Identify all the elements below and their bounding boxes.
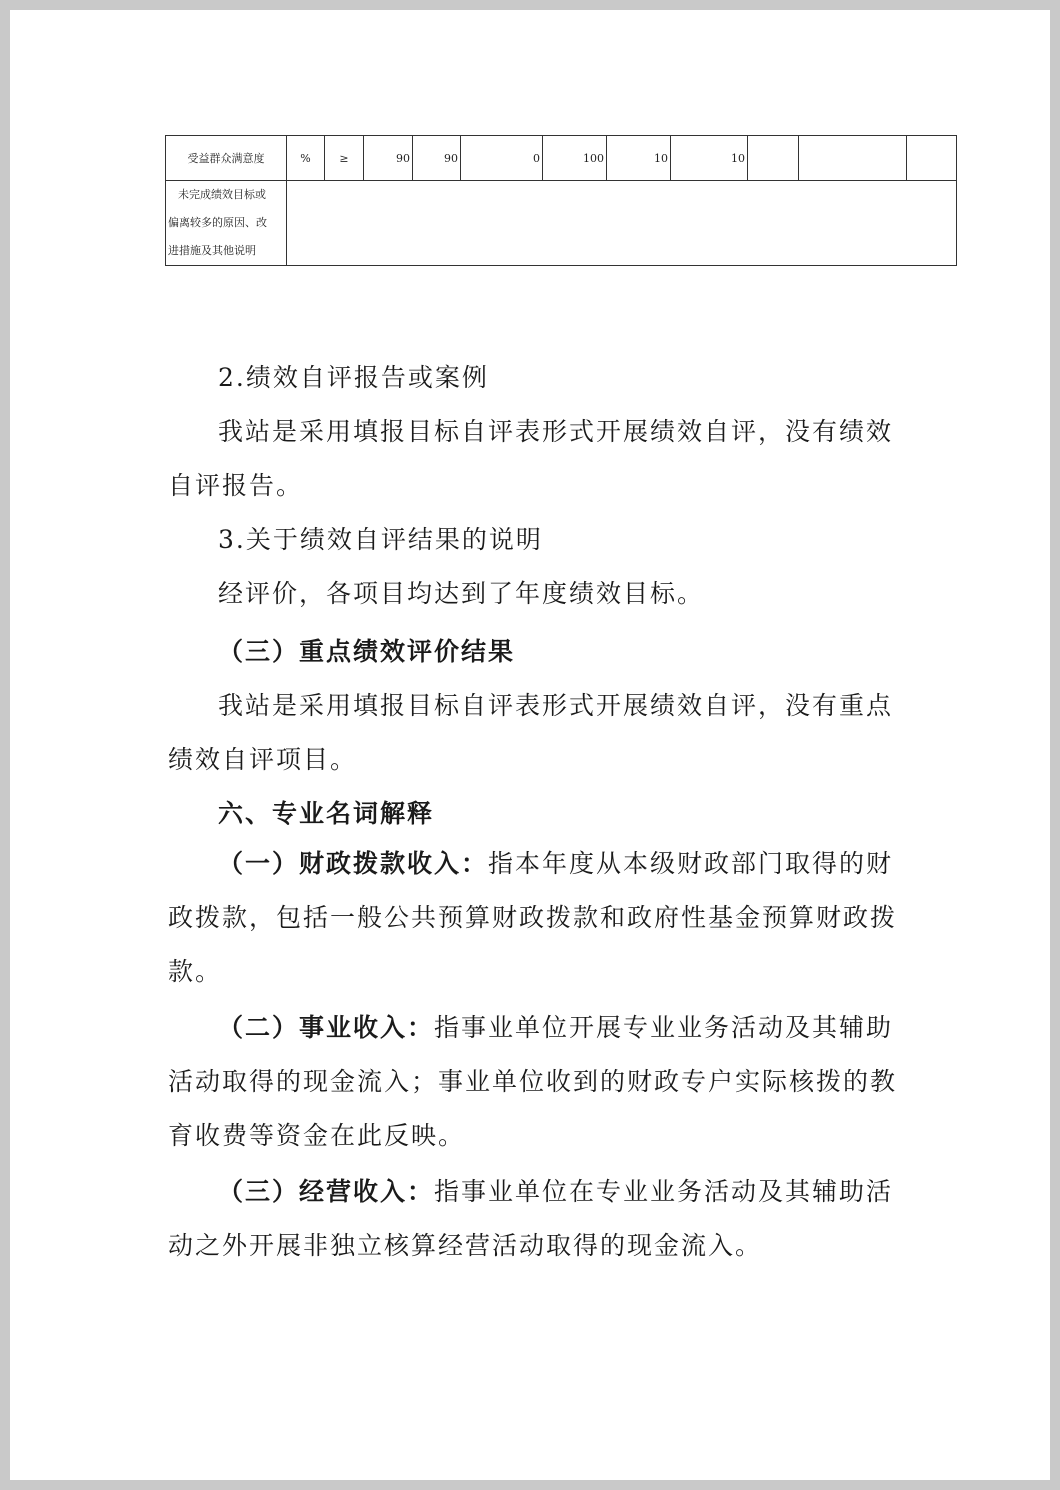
term-label: （一）财政拨款收入： bbox=[218, 849, 489, 878]
value-cell bbox=[907, 136, 957, 181]
value-cell bbox=[799, 136, 907, 181]
indicator-cell: 受益群众满意度 bbox=[166, 136, 287, 181]
notes-label-line: 进措施及其他说明 bbox=[168, 244, 256, 257]
section-heading: 六、专业名词解释 bbox=[218, 799, 435, 828]
notes-label-cell bbox=[166, 181, 287, 266]
term-label: （三）经营收入： bbox=[218, 1177, 435, 1206]
value-cell: 90 bbox=[413, 136, 461, 181]
section-heading: 2.绩效自评报告或案例 bbox=[218, 363, 489, 392]
value-cell: 10 bbox=[607, 136, 671, 181]
term-definition bbox=[168, 1001, 908, 1163]
term-label: （二）事业收入： bbox=[218, 1013, 435, 1042]
term-definition bbox=[168, 1165, 908, 1273]
value-cell: 100 bbox=[543, 136, 607, 181]
term-text: 指事业单位开展专业业务活动及其辅助活动取得的现金流入；事业单位收到的财政专户实际核拨的教育收费等资金在此反映。 bbox=[168, 1013, 898, 1150]
paragraph: 我站是采用填报目标自评表形式开展绩效自评，没有重点绩效自评项目。 bbox=[168, 691, 894, 774]
unit-cell: % bbox=[287, 136, 325, 181]
paragraph: 我站是采用填报目标自评表形式开展绩效自评，没有绩效自评报告。 bbox=[168, 417, 894, 500]
term-text: 指事业单位在专业业务活动及其辅助活动之外开展非独立核算经营活动取得的现金流入。 bbox=[168, 1177, 894, 1260]
operator-cell: ≥ bbox=[325, 136, 364, 181]
document-page bbox=[10, 10, 1050, 1480]
section-heading: 3.关于绩效自评结果的说明 bbox=[218, 525, 543, 554]
paragraph: 经评价，各项目均达到了年度绩效目标。 bbox=[218, 579, 705, 608]
value-cell: 90 bbox=[364, 136, 413, 181]
table-row bbox=[166, 181, 957, 266]
value-cell: 10 bbox=[671, 136, 748, 181]
term-text: 指本年度从本级财政部门取得的财政拨款，包括一般公共预算财政拨款和政府性基金预算财政拨款。 bbox=[168, 849, 898, 986]
value-cell bbox=[748, 136, 799, 181]
section-heading: （三）重点绩效评价结果 bbox=[218, 637, 516, 666]
term-definition bbox=[168, 837, 908, 999]
body-text bbox=[168, 351, 908, 1273]
value-cell: 0 bbox=[461, 136, 543, 181]
notes-content-cell bbox=[287, 181, 957, 266]
notes-label-line: 未完成绩效目标或 bbox=[178, 188, 266, 201]
performance-table bbox=[165, 135, 957, 266]
table-row bbox=[166, 136, 957, 181]
notes-label-line: 偏离较多的原因、改 bbox=[168, 216, 267, 229]
